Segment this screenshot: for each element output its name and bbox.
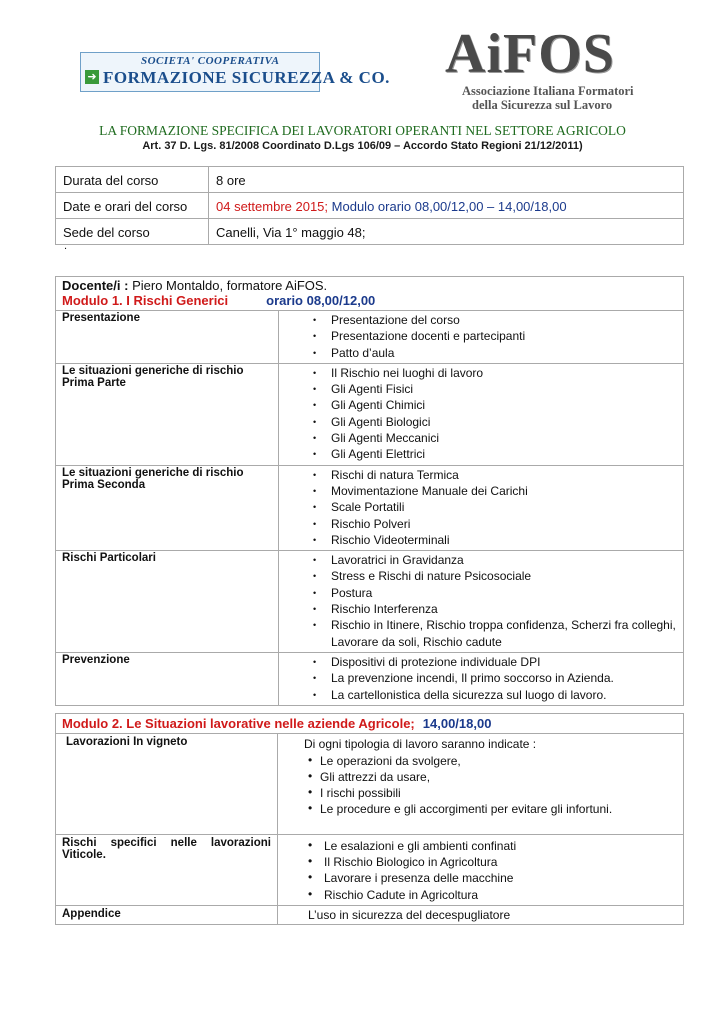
list-item: • Scale Portatili: [331, 499, 677, 515]
module1-row-label: Presentazione: [56, 311, 279, 364]
module1-title-wrap: [62, 293, 375, 308]
module1-row: [56, 465, 684, 550]
module1-row: [56, 652, 684, 705]
module1-row-label: Rischi Particolari: [56, 551, 279, 653]
module1-row-items: [279, 652, 684, 705]
list-item: • Movimentazione Manuale dei Carichi: [331, 483, 677, 499]
module2-row-value: L’uso in sicurezza del decespugliatore: [278, 905, 684, 924]
info-row-date: [56, 193, 684, 219]
module1-row: [56, 551, 684, 653]
sede-value: Canelli, Via 1° maggio 48;: [209, 219, 684, 245]
module1-row-items: [279, 363, 684, 465]
list-item-text: Rischio in Itinere, Rischio troppa confidenza, Scherzi fra colleghi, Lavorare da soli, Rischio cadute: [331, 618, 676, 649]
list-item: • Gli Agenti Fisici: [331, 381, 677, 397]
date-label: Date e orari del corso: [56, 193, 209, 219]
module2-row-content: [278, 834, 684, 905]
module2-orario: 14,00/18,00: [422, 716, 492, 731]
module2-row-label: Rischi specifici nelle lavorazioni Viticole.: [62, 836, 271, 861]
list-item: • La prevenzione incendi, Il primo soccorso in Azienda.: [331, 670, 677, 686]
module2-header: [56, 714, 684, 734]
module2-row-label: Lavorazioni In vigneto: [56, 734, 278, 835]
module1-orario: orario 08,00/12,00: [266, 293, 376, 308]
list-item: • Gli Agenti Biologici: [331, 414, 677, 430]
aifos-brand: AiFOS: [445, 23, 615, 85]
list-item: • Lavorare i presenza delle macchine: [324, 870, 677, 886]
module2-row-label: Appendice: [56, 905, 278, 924]
sede-label: Sede del corso: [56, 219, 209, 245]
module2-header-row: [56, 714, 684, 734]
module2-row-content: [278, 734, 684, 835]
list-item: • Stress e Rischi di nature Psicosociale: [331, 568, 677, 584]
date-value-cell: [209, 193, 684, 219]
module2-title: Modulo 2. Le Situazioni lavorative nelle aziende Agricole;: [62, 716, 415, 731]
docente-label: Docente/i :: [62, 278, 129, 293]
durata-value: 8 ore: [209, 167, 684, 193]
docente-row: [56, 277, 684, 311]
list-item: • Rischio Videoterminali: [331, 532, 677, 548]
docente-value: Piero Montaldo, formatore AiFOS.: [128, 278, 328, 293]
course-info-table: [55, 166, 684, 245]
info-row-durata: [56, 167, 684, 193]
module1-row-label: Prevenzione: [56, 652, 279, 705]
module1-table: [55, 276, 684, 706]
durata-label: Durata del corso: [56, 167, 209, 193]
list-item: • Lavoratrici in Gravidanza: [331, 552, 677, 568]
cooperativa-logo: [80, 52, 390, 92]
list-item: • Rischio Polveri: [331, 516, 677, 532]
stray-dot: .: [64, 240, 68, 252]
module2-row: [56, 734, 684, 835]
list-item: • Gli Agenti Meccanici: [331, 430, 677, 446]
module1-row-label: Le situazioni generiche di rischio Prima Parte: [56, 363, 279, 465]
list-item: [331, 617, 677, 650]
list-item: • Gli Agenti Chimici: [331, 397, 677, 413]
document-title: LA FORMAZIONE SPECIFICA DEI LAVORATORI OPERANTI NEL SETTORE AGRICOLO: [99, 123, 626, 138]
list-item: • Le esalazioni e gli ambienti confinati: [324, 838, 677, 854]
orario-value: Modulo orario 08,00/12,00 – 14,00/18,00: [331, 199, 567, 214]
module2-row: [56, 905, 684, 924]
list-item: • Gli Agenti Elettrici: [331, 446, 677, 462]
list-item: • Rischio Cadute in Agricoltura: [324, 887, 677, 903]
arrow-icon: ➜: [85, 70, 99, 84]
module1-row: [56, 363, 684, 465]
module2-row-label-cell: [56, 834, 278, 905]
list-item: • Il Rischio Biologico in Agricoltura: [324, 854, 677, 870]
module1-row: [56, 311, 684, 364]
list-item: • Dispositivi di protezione individuale DPI: [331, 654, 677, 670]
row1-intro: Di ogni tipologia di lavoro saranno indicate :: [304, 737, 537, 751]
aifos-subtitle-2: della Sicurezza sul Lavoro: [472, 98, 613, 112]
module1-row-label: Le situazioni generiche di rischio Prima Seconda: [56, 465, 279, 550]
list-item: • Postura: [331, 585, 677, 601]
module1-title: Modulo 1. I Rischi Generici: [62, 293, 229, 308]
aifos-subtitle-1: Associazione Italiana Formatori: [462, 84, 634, 98]
list-item: • Il Rischio nei luoghi di lavoro: [331, 365, 677, 381]
list-item: • Rischio Interferenza: [331, 601, 677, 617]
list-item: • Gli attrezzi da usare,: [320, 769, 677, 785]
list-item: • I rischi possibili: [320, 785, 677, 801]
document-subtitle: Art. 37 D. Lgs. 81/2008 Coordinato D.Lgs 106/09 – Accordo Stato Regioni 21/12/2011): [142, 140, 583, 152]
list-item: • Le procedure e gli accorgimenti per evitare gli infortuni.: [320, 801, 677, 817]
module1-row-items: [279, 465, 684, 550]
logo-line1: SOCIETA' COOPERATIVA: [141, 55, 280, 67]
list-item: • Presentazione docenti e partecipanti: [331, 328, 677, 344]
module2-table: [55, 713, 684, 925]
list-item: • Patto d’aula: [331, 345, 677, 361]
module1-row-items: [279, 311, 684, 364]
list-item: • La cartellonistica della sicurezza sul luogo di lavoro.: [331, 687, 677, 703]
list-item: • Presentazione del corso: [331, 312, 677, 328]
date-value: 04 settembre 2015;: [216, 199, 329, 214]
module1-row-items: [279, 551, 684, 653]
docente-cell: [56, 277, 684, 311]
list-item: • Le operazioni da svolgere,: [320, 753, 677, 769]
module2-row: [56, 834, 684, 905]
list-item: • Rischi di natura Termica: [331, 467, 677, 483]
info-row-sede: [56, 219, 684, 245]
logo-line2: FORMAZIONE SICUREZZA & CO.: [103, 68, 390, 87]
